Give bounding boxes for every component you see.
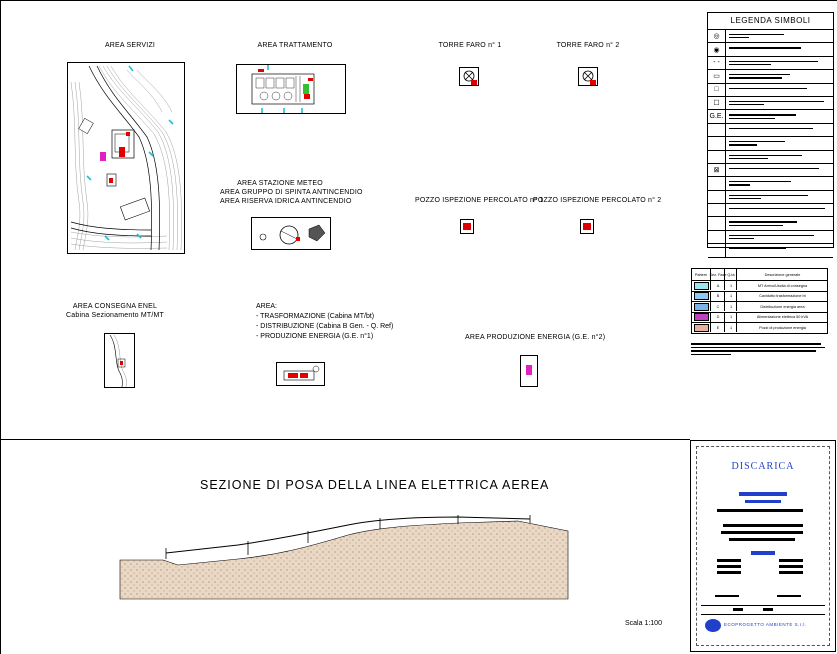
label-area-trattamento: AREA TRATTAMENTO bbox=[257, 42, 333, 49]
legend-symbol bbox=[708, 191, 726, 203]
table-cell-qty: 1 bbox=[724, 323, 737, 332]
title-block-bar-3 bbox=[721, 531, 803, 534]
pattern-swatch bbox=[692, 281, 710, 290]
legend-text-lines bbox=[729, 100, 829, 105]
pattern-swatch-fill bbox=[694, 313, 709, 321]
label-area-antincendio: AREA GRUPPO DI SPINTA ANTINCENDIO bbox=[220, 189, 363, 196]
table-cell-qty: 1 bbox=[724, 292, 737, 301]
legend-text-lines bbox=[729, 194, 829, 199]
legend-row bbox=[708, 30, 833, 43]
plan-area-trattamento bbox=[236, 64, 346, 114]
title-block-bar-2 bbox=[723, 524, 803, 527]
table-cell-desc: Alimentazione elettrica 50 kVA bbox=[736, 313, 828, 322]
legend-symbol bbox=[708, 137, 726, 149]
title-block-footer-row bbox=[701, 605, 825, 615]
table-cell-desc: MT Arrivo/Uscita di consegna bbox=[736, 281, 828, 290]
company-name: ECOPROGETTO AMBIENTE S.r.l. bbox=[724, 622, 807, 627]
pattern-swatch bbox=[692, 302, 710, 311]
legend-text-lines bbox=[729, 127, 829, 129]
title-block-sign-line-1 bbox=[715, 595, 739, 597]
table-cell-code: D bbox=[710, 313, 725, 322]
label-pozzo-1: POZZO ISPEZIONE PERCOLATO n° 1 bbox=[415, 197, 544, 204]
pattern-swatch bbox=[692, 313, 710, 322]
title-block-bar-blue-1 bbox=[739, 492, 787, 496]
table-cell-desc: Distribuzione energia area bbox=[736, 302, 828, 311]
legend-text-lines bbox=[729, 247, 829, 249]
section-scale: Scala 1:100 bbox=[625, 620, 662, 627]
legend-row bbox=[708, 164, 833, 177]
plan-area-meteo bbox=[251, 217, 331, 250]
title-block-checks-right bbox=[779, 559, 803, 574]
legend-rows bbox=[708, 30, 833, 258]
legend-text-lines bbox=[729, 220, 829, 225]
label-cabina-sezionamento: Cabina Sezionamento MT/MT bbox=[66, 312, 164, 319]
title-block bbox=[690, 440, 836, 652]
legend-row bbox=[708, 231, 833, 244]
title-block-bar-4 bbox=[729, 538, 795, 541]
legend-table-row bbox=[692, 280, 827, 290]
pattern-swatch bbox=[692, 292, 710, 301]
label-area-produzione: AREA PRODUZIONE ENERGIA (G.E. n°2) bbox=[465, 334, 606, 341]
legend-symbol bbox=[708, 151, 726, 163]
legend-note-lines bbox=[691, 343, 826, 355]
title-block-title: DISCARICA bbox=[731, 461, 795, 472]
legend-row bbox=[708, 57, 833, 70]
pattern-swatch-fill bbox=[694, 303, 709, 311]
legend-symbol bbox=[708, 244, 726, 256]
table-cell-desc: Cavidotto trasformazione bt bbox=[736, 292, 828, 301]
th-pattern: Pattern bbox=[694, 272, 708, 277]
legend-row bbox=[708, 84, 833, 97]
legend-row bbox=[708, 124, 833, 137]
label-torre-faro-1: TORRE FARO n° 1 bbox=[438, 42, 502, 49]
legend-row bbox=[708, 70, 833, 83]
pattern-swatch-fill bbox=[694, 292, 709, 300]
th-sez: Sez. Fase bbox=[710, 269, 725, 280]
label-multi-item-1: - TRASFORMAZIONE (Cabina MT/bt) bbox=[256, 313, 375, 320]
th-desc: Descrizione generale bbox=[736, 269, 828, 280]
legend-symbol: ☐ bbox=[708, 97, 726, 109]
legend-text-lines bbox=[729, 180, 829, 185]
legend-symbol: □ bbox=[708, 84, 726, 96]
legend-title: LEGENDA SIMBOLI bbox=[708, 13, 833, 30]
legend-table-row bbox=[692, 322, 827, 332]
section-title: SEZIONE DI POSA DELLA LINEA ELETTRICA AEREA bbox=[200, 478, 550, 492]
table-cell-desc: Pozzi di produzione energia bbox=[736, 323, 828, 332]
plan-torre-faro-1 bbox=[459, 67, 479, 86]
legend-row bbox=[708, 97, 833, 110]
legend-text-lines bbox=[729, 33, 829, 38]
title-block-sign-line-2 bbox=[777, 595, 801, 597]
legend-symbol bbox=[708, 124, 726, 136]
legend-row bbox=[708, 177, 833, 190]
legend-symbol bbox=[708, 177, 726, 189]
legend-row bbox=[708, 191, 833, 204]
section-profile bbox=[118, 515, 570, 601]
table-cell-qty: 1 bbox=[724, 302, 737, 311]
legend-table-row bbox=[692, 301, 827, 311]
title-block-bar-1 bbox=[717, 509, 803, 512]
legend-row bbox=[708, 110, 833, 123]
table-cell-qty: 1 bbox=[724, 313, 737, 322]
plan-area-produzione bbox=[520, 355, 538, 387]
drawing-divider bbox=[0, 439, 690, 440]
plan-pozzo-1 bbox=[460, 219, 474, 234]
legend-text-lines bbox=[729, 154, 829, 159]
pattern-swatch-fill bbox=[694, 324, 709, 332]
label-area-enel: AREA CONSEGNA ENEL bbox=[72, 303, 158, 310]
table-cell-code: B bbox=[710, 292, 725, 301]
legend-text-lines bbox=[729, 167, 829, 169]
legend-text-lines bbox=[729, 73, 829, 78]
th-qty: Q.tà bbox=[724, 269, 737, 280]
legend-symbol: G.E. bbox=[708, 110, 726, 122]
plan-torre-faro-2 bbox=[578, 67, 598, 86]
legend-symbol bbox=[708, 231, 726, 243]
table-cell-code: E bbox=[710, 323, 725, 332]
legend-table-row bbox=[692, 312, 827, 322]
legend-symbol: ◎ bbox=[708, 30, 726, 42]
legend-symbol: ▭ bbox=[708, 70, 726, 82]
legend-text-lines bbox=[729, 207, 829, 209]
legend-symbol: ◉ bbox=[708, 43, 726, 55]
legend-symbol bbox=[708, 217, 726, 229]
legend-symbol bbox=[708, 204, 726, 216]
label-area-multi: AREA: bbox=[256, 303, 278, 310]
plan-area-multi bbox=[276, 362, 325, 386]
label-area-riserva: AREA RISERVA IDRICA ANTINCENDIO bbox=[220, 198, 352, 205]
title-block-checks-left bbox=[717, 559, 741, 574]
drawing-border-left bbox=[0, 0, 1, 654]
label-multi-item-3: - PRODUZIONE ENERGIA (G.E. n°1) bbox=[256, 333, 374, 340]
legend-symbol: - - bbox=[708, 57, 726, 69]
legend-text-lines bbox=[729, 60, 829, 65]
legend-text-lines bbox=[729, 140, 829, 145]
legend-text-lines bbox=[729, 46, 829, 48]
legend-text-lines bbox=[729, 87, 829, 89]
pattern-swatch-fill bbox=[694, 282, 709, 290]
legend-table bbox=[691, 268, 828, 334]
plan-area-enel bbox=[104, 333, 135, 388]
legend-symbol: ⊠ bbox=[708, 164, 726, 176]
legend-row bbox=[708, 204, 833, 217]
label-torre-faro-2: TORRE FARO n° 2 bbox=[556, 42, 620, 49]
table-cell-code: A bbox=[710, 281, 725, 290]
pattern-swatch bbox=[692, 323, 710, 332]
table-cell-code: C bbox=[710, 302, 725, 311]
legend-table-header bbox=[692, 269, 827, 280]
legend-row bbox=[708, 151, 833, 164]
legend-row bbox=[708, 43, 833, 56]
legend-symbols bbox=[707, 12, 834, 248]
table-cell-qty: 1 bbox=[724, 281, 737, 290]
legend-row bbox=[708, 217, 833, 230]
legend-text-lines bbox=[729, 234, 829, 239]
drawing-border-top bbox=[0, 0, 837, 1]
legend-table-row bbox=[692, 291, 827, 301]
legend-text-lines bbox=[729, 113, 829, 118]
title-block-bar-blue-3 bbox=[751, 551, 775, 555]
label-area-servizi: AREA SERVIZI bbox=[104, 42, 156, 49]
legend-row bbox=[708, 244, 833, 257]
plan-area-servizi bbox=[67, 62, 185, 254]
company-logo bbox=[705, 619, 721, 632]
label-pozzo-2: POZZO ISPEZIONE PERCOLATO n° 2 bbox=[533, 197, 662, 204]
label-multi-item-2: - DISTRIBUZIONE (Cabina B Gen. - Q. Ref) bbox=[256, 323, 394, 330]
label-area-meteo: AREA STAZIONE METEO bbox=[237, 180, 323, 187]
legend-row bbox=[708, 137, 833, 150]
plan-pozzo-2 bbox=[580, 219, 594, 234]
title-block-bar-blue-2 bbox=[745, 500, 781, 503]
title-block-inner bbox=[696, 446, 830, 646]
